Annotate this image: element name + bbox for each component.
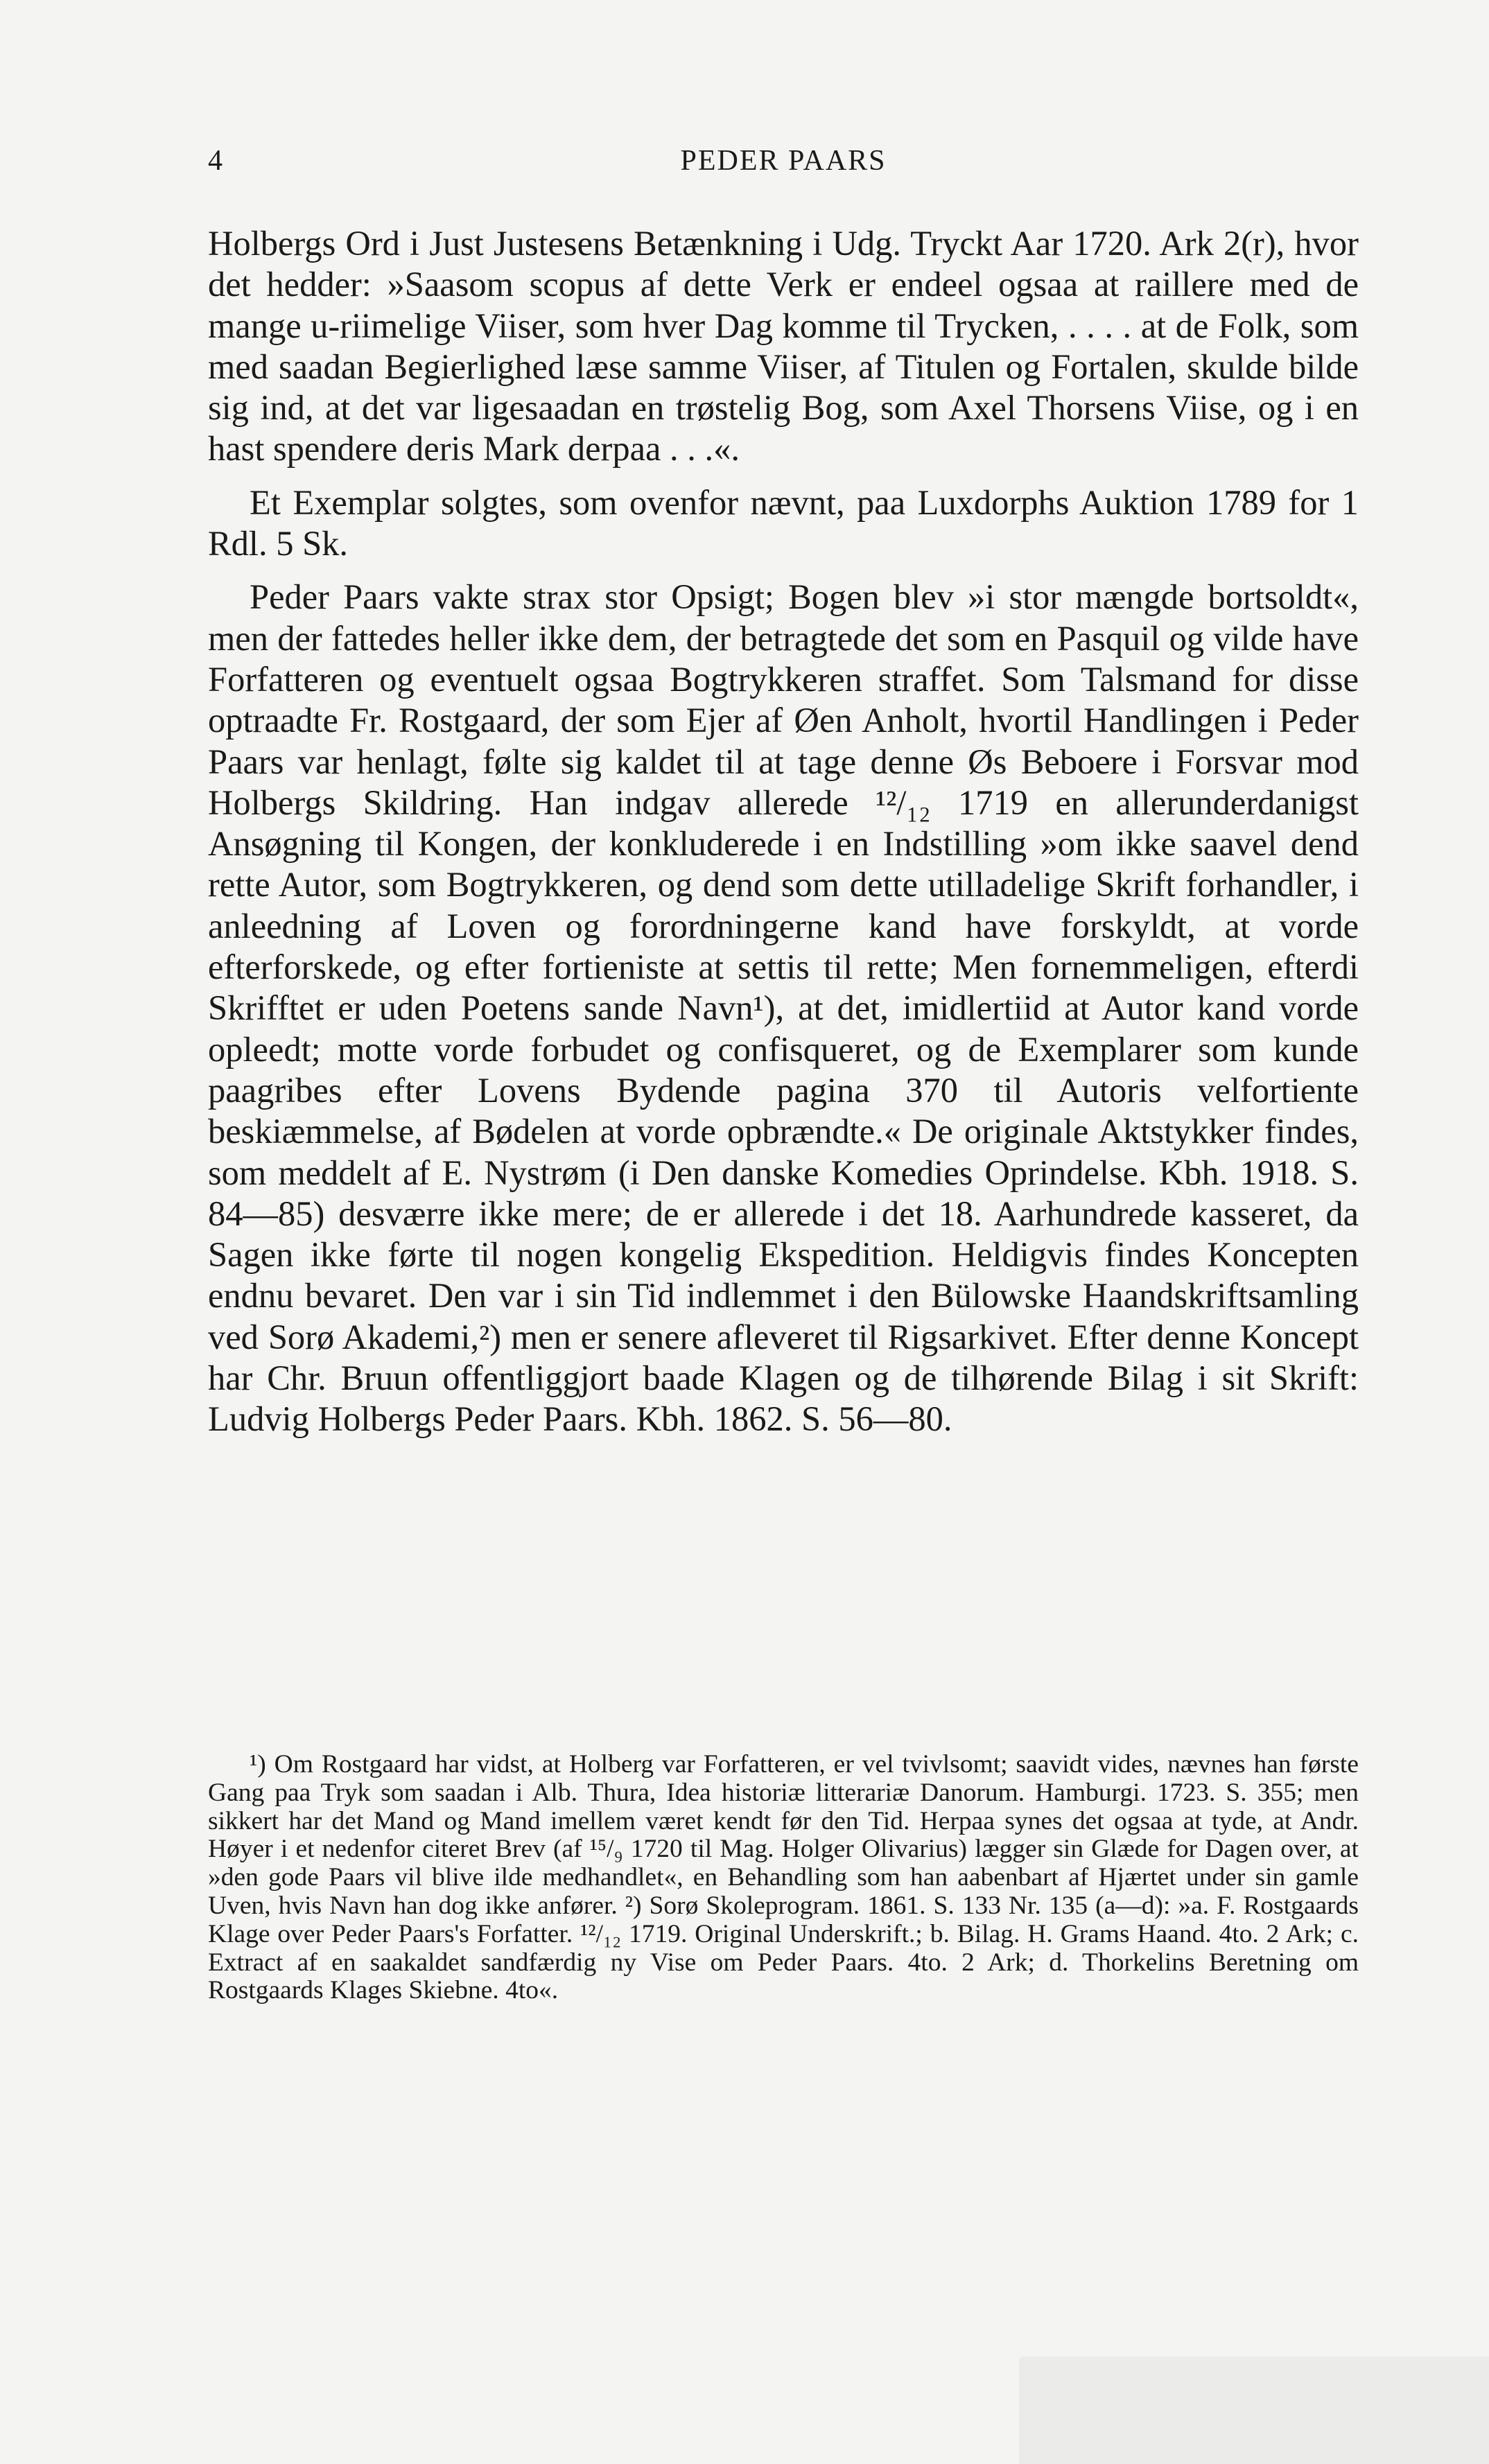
scan-corner-shadow [1019,2357,1489,2464]
paragraph-auction: Et Exemplar solgtes, som ovenfor nævnt, paa Luxdorphs Auktion 1789 for 1 Rdl. 5 Sk. [208,482,1359,563]
footnote-text: ¹) Om Rostgaard har vidst, at Holberg var Forfatteren, er vel tvivlsomt; saavidt vides, nævnes han første Gang paa Tryk som saadan i Alb. Thura, Idea historiæ litterariæ Danorum. Hamburgi. 1723. S. 355; men sikkert har det Mand og Mand imellem været kendt før den Tid. Herpaa synes det ogsaa at tyde, at Andr. Høyer i et nedenfor citeret Brev (af ¹⁵/₉ 1720 til Mag. Holger Olivarius) lægger sin Glæde for Dagen over, at »den gode Paars vil blive ilde medhandlet«, en Behandling som han aabenbart af Hjærtet under sin gamle Uven, hvis Navn han dog ikke anfører. ²) Sorø Skoleprogram. 1861. S. 133 Nr. 135 (a—d): »a. F. Rostgaards Klage over Peder Paars's Forfatter. ¹²/₁₂ 1719. Original Underskrift.; b. Bilag. H. Grams Haand. 4to. 2 Ark; c. Extract af en saakaldet sandfærdig ny Vise om Peder Paars. 4to. 2 Ark; d. Thorkelins Beretning om Rostgaards Klages Skiebne. 4to«. [208,1750,1359,2005]
page-header [208,144,1359,183]
footnotes [208,1751,1359,2005]
running-title: PEDER PAARS [680,145,887,177]
paragraph-rostgaard: Peder Paars vakte strax stor Opsigt; Bogen blev »i stor mængde bortsoldt«, men der fattedes heller ikke dem, der betragtede det som en Pasquil og vilde have Forfatteren og eventuelt ogsaa Bogtrykkeren straffet. Som Talsmand for disse optraadte Fr. Rostgaard, der som Ejer af Øen Anholt, hvortil Handlingen i Peder Paars var henlagt, følte sig kaldet til at tage denne Øs Beboere i Forsvar mod Holbergs Skildring. Han indgav allerede ¹²/₁₂ 1719 en allerunderdanigst Ansøgning til Kongen, der konkluderede i en Indstilling »om ikke saavel dend rette Autor, som Bogtrykkeren, og dend som dette utilladelige Skrift forhandler, i anleedning af Loven og forordningerne kand have forskyldt, at vorde efterforskede, og efter fortieniste at settis til rette; Men fornemmeligen, efterdi Skrifftet er uden Poetens sande Navn¹), at det, imidlertiid at Autor kand vorde opleedt; motte vorde forbudet og confisqueret, og de Exemplarer som kunde paagribes efter Lovens Bydende pagina 370 til Autoris velfortiente beskiæmmelse, af Bødelen at vorde opbrændte.« De originale Aktstykker findes, som meddelt af E. Nystrøm (i Den danske Komedies Oprindelse. Kbh. 1918. S. 84—85) desværre ikke mere; de er allerede i det 18. Aarhundrede kasseret, da Sagen ikke førte til nogen kongelig Ekspedition. Heldigvis findes Koncepten endnu bevaret. Den var i sin Tid indlemmet i den Bülowske Haandskriftsamling ved Sorø Akademi,²) men er senere afleveret til Rigsarkivet. Efter denne Koncept har Chr. Bruun offentliggjort baade Klagen og de tilhørende Bilag i sit Skrift: Ludvig Holbergs Peder Paars. Kbh. 1862. S. 56—80. [208,577,1359,1439]
page-number: 4 [208,145,223,177]
body-text [208,223,1359,1440]
paragraph-quote-continuation: Holbergs Ord i Just Justesens Betænkning i Udg. Tryckt Aar 1720. Ark 2(r), hvor det hedder: »Saasom scopus af dette Verk er endeel ogsaa at raillere med de mange u-riimelige Viiser, som hver Dag komme til Trycken, . . . . at de Folk, som med saadan Begierlighed læse samme Viiser, af Titulen og Fortalen, skulde bilde sig ind, at det var ligesaadan en trøstelig Bog, som Axel Thorsens Viise, og i en hast spendere deris Mark derpaa . . .«. [208,224,1359,469]
